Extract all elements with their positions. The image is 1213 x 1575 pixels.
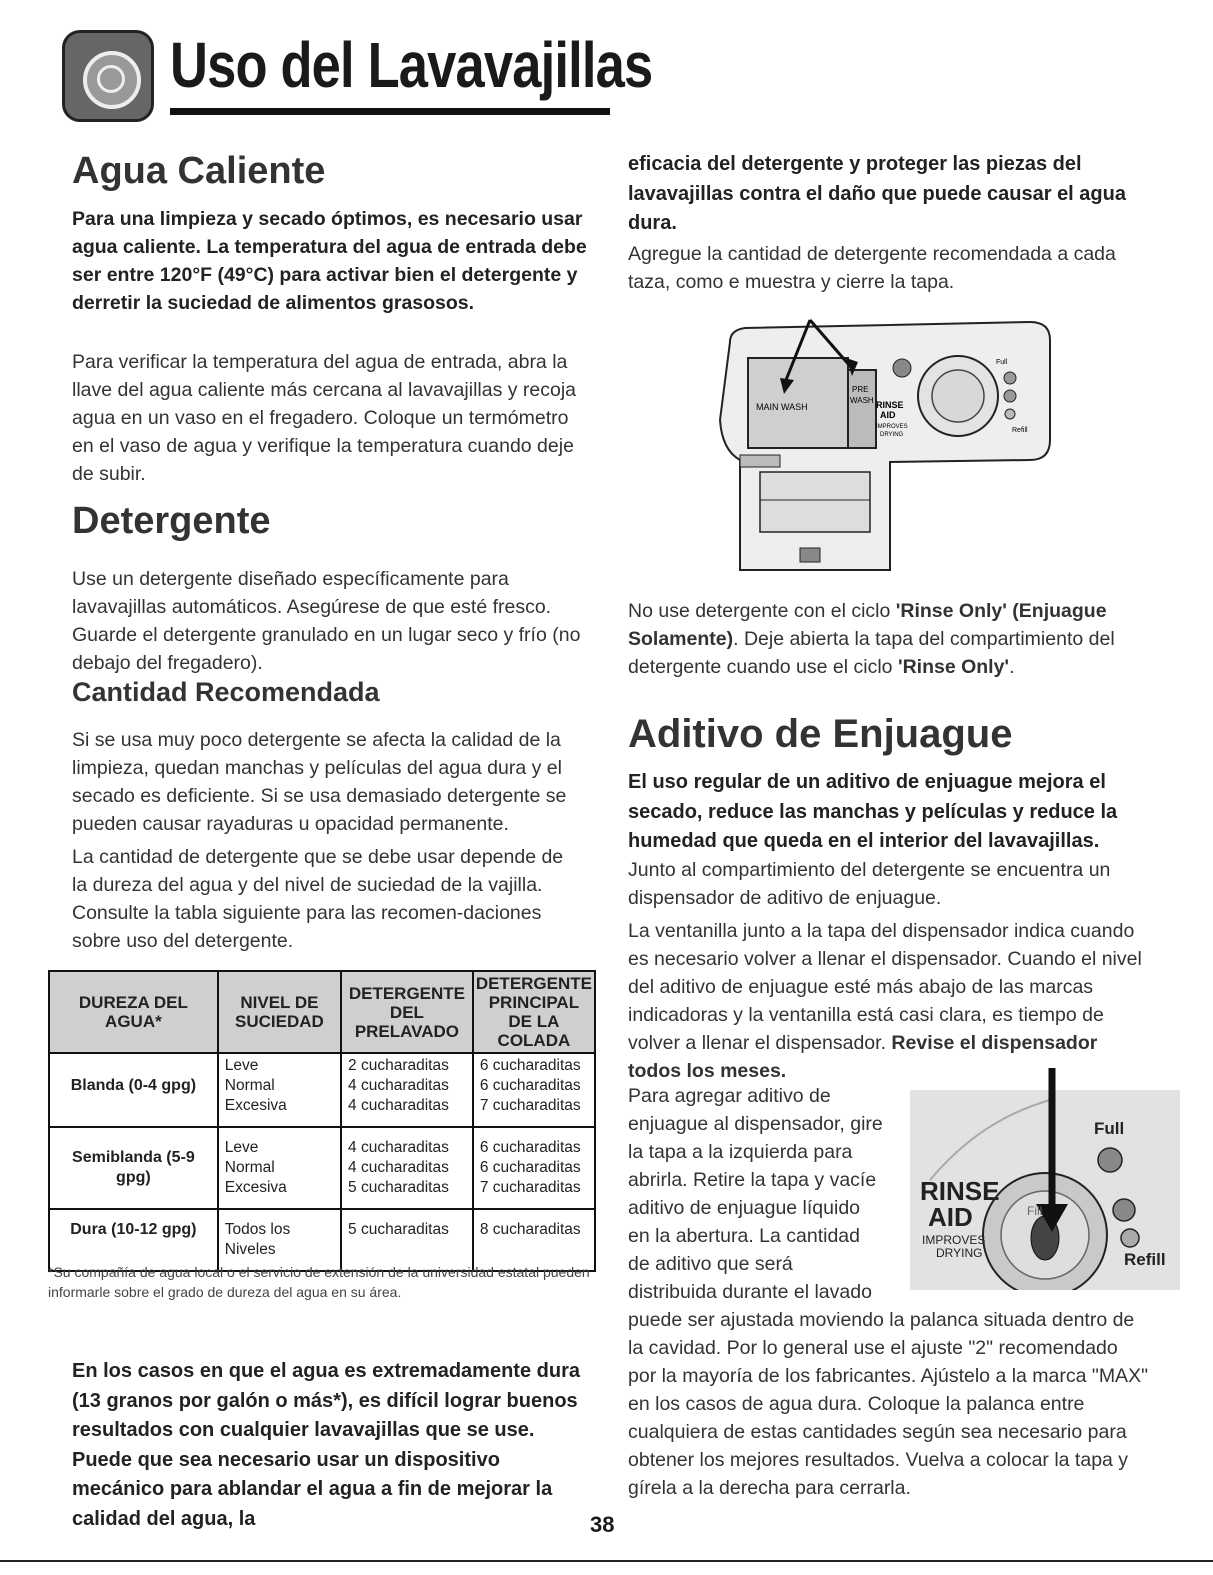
table-row: Semiblanda (5-9 gpg) Leve Normal Excesiva 4 cucharaditas 4 cucharaditas 5 cucharaditas 6 cucharaditas 6 cucharaditas 7 cucharaditas xyxy=(49,1127,595,1209)
hard-water-continued: eficacia del detergente y proteger las piezas del lavavajillas contra el daño que puede causar el agua dura. xyxy=(628,153,1126,234)
svg-text:PRE: PRE xyxy=(852,385,869,394)
heading-recommended-amount: Cantidad Recomendada xyxy=(72,677,380,707)
svg-text:RINSE: RINSE xyxy=(876,400,904,410)
svg-text:Refill: Refill xyxy=(1012,427,1028,434)
table-footnote: *Su compañía de agua local o el servicio de extensión de la universidad estatal pueden informarle sobre el grado de dureza del agua en su área. xyxy=(48,1264,590,1300)
table-header: DETERGENTE DEL PRELAVADO xyxy=(341,971,473,1053)
svg-text:DRYING: DRYING xyxy=(936,1246,983,1260)
svg-text:RINSE: RINSE xyxy=(920,1176,1000,1206)
rinse-aid-p3-rest: puede ser ajustada moviendo la palanca situada dentro de la cavidad. Por lo general use el ajuste "2" recomendado por la mayoría de los fabricantes. Ajústelo a la marca "MAX" en los casos de agua dura. Coloque la palanca entre cualquiera de estas cantidades según sea necesario para obtener los mejores resultados. Vuelva a colocar la tapa y gírela a la derecha para cerrarla. xyxy=(628,1309,1148,1499)
table-row: Dura (10-12 gpg) Todos los Niveles 5 cucharaditas 8 cucharaditas xyxy=(49,1209,595,1271)
rinse-only-note: No use detergente con el ciclo 'Rinse Only' (Enjuague Solamente). Deje abierta la tapa del compartimiento del detergente cuando use el ciclo 'Rinse Only'. xyxy=(628,600,1115,678)
rinse-aid-p2: La ventanilla junto a la tapa del dispensador indica cuando es necesario volver a llenar el dispensador. Cuando el nivel del aditivo de enjuague esté más abajo de las marcas indicadoras y la ventanilla está casi clara, es tiempo de volver a llenar el dispensador. Revise el dispensador todos los meses. xyxy=(628,920,1142,1082)
heading-rinse-aid: Aditivo de Enjuague xyxy=(628,712,1013,756)
heading-detergent: Detergente xyxy=(72,500,271,542)
rinse-aid-p3-wrapped: Para agregar aditivo de enjuague al dispensador, gire la tapa a la izquierda para abrirla. Retire la tapa y vacíe aditivo de enjuague líquido en la abertura. La cantidad de aditivo que será distribuida durante el lavado xyxy=(628,1085,883,1303)
svg-text:Refill: Refill xyxy=(1124,1250,1166,1269)
add-detergent-text: Agregue la cantidad de detergente recomendada a cada taza, como e muestra y cierre la tapa. xyxy=(628,243,1116,293)
rinse-aid-intro: El uso regular de un aditivo de enjuague mejora el secado, reduce las manchas y películas y reduce la humedad que queda en el interior del lavavajillas. xyxy=(628,771,1118,852)
svg-text:MAIN WASH: MAIN WASH xyxy=(756,402,808,412)
detergent-body: Use un detergente diseñado específicamente para lavavajillas automáticos. Asegúrese de que esté fresco. Guarde el detergente granulado en un lugar seco y frío (no debajo del fregadero). xyxy=(72,568,581,674)
hot-water-intro: Para una limpieza y secado óptimos, es necesario usar agua caliente. La temperatura del agua de entrada debe ser entre 120°F (49°C) para activar bien el detergente y derretir la suciedad de alimentos grasosos. xyxy=(72,208,587,314)
svg-text:IMPROVES: IMPROVES xyxy=(922,1233,986,1247)
table-header: DUREZA DEL AGUA* xyxy=(49,971,218,1053)
page-number: 38 xyxy=(590,1512,615,1537)
detergent-table xyxy=(48,970,596,1272)
dishwasher-dial-icon xyxy=(62,30,154,122)
rinse-aid-cap-figure xyxy=(910,1060,1180,1290)
hot-water-body: Para verificar la temperatura del agua de entrada, abra la llave del agua caliente más cercana al lavavajillas y recoja agua en un vaso en el fregadero. Coloque un termómetro en el vaso de agua y verifique la temperatura cuando deje de subir. xyxy=(72,351,577,485)
svg-text:Fill: Fill xyxy=(1027,1204,1043,1218)
detergent-dispenser-figure xyxy=(700,300,1060,590)
table-header: DETERGENTE PRINCIPAL DE LA COLADA xyxy=(473,971,595,1053)
detergent-amount-p1: Si se usa muy poco detergente se afecta la calidad de la limpieza, quedan manchas y películas del agua dura y el secado es deficiente. Si se usa demasiado detergente se pueden causar rayaduras u opacidad permanente. xyxy=(72,729,567,835)
svg-text:WASH: WASH xyxy=(850,396,874,405)
svg-text:IMPROVES: IMPROVES xyxy=(876,424,908,430)
hard-water-note: En los casos en que el agua es extremadamente dura (13 granos por galón o más*), es difícil lograr buenos resultados con cualquier lavavajillas que se use. Puede que sea necesario usar un dispositivo mecánico para ablandar el agua a fin de mejorar la calidad del agua, la xyxy=(72,1360,580,1530)
prewash-cup xyxy=(848,370,876,448)
detergent-amount-p2: La cantidad de detergente que se debe usar depende de la dureza del agua y del nivel de suciedad de la vajilla. Consulte la tabla siguiente para las recomen-daciones sobre uso del detergente. xyxy=(72,846,564,952)
svg-text:Full: Full xyxy=(1094,1119,1125,1138)
svg-text:AID: AID xyxy=(928,1202,973,1232)
svg-text:AID: AID xyxy=(880,410,896,420)
page-bottom-rule xyxy=(0,1560,1213,1562)
title-underline xyxy=(170,108,610,115)
table-header: NIVEL DE SUCIEDAD xyxy=(218,971,341,1053)
rinse-aid-p1: Junto al compartimiento del detergente se encuentra un dispensador de aditivo de enjuague. xyxy=(628,859,1111,909)
svg-text:DRYING: DRYING xyxy=(880,432,904,438)
page-title: Uso del Lavavajillas xyxy=(170,29,653,101)
svg-text:Full: Full xyxy=(996,359,1008,366)
table-row: Blanda (0-4 gpg) Leve Normal Excesiva 2 cucharaditas 4 cucharaditas 4 cucharaditas 6 cucharaditas 6 cucharaditas 7 cucharaditas xyxy=(49,1053,595,1127)
heading-hot-water: Agua Caliente xyxy=(72,150,326,192)
